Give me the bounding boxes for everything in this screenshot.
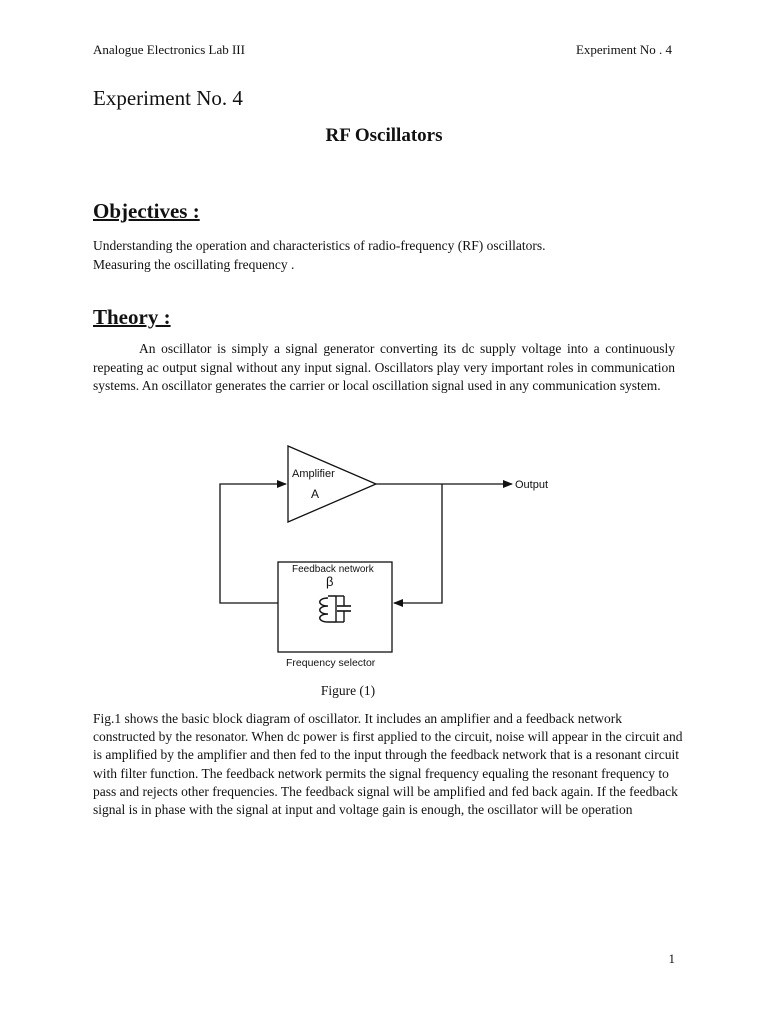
experiment-title: Experiment No. 4 xyxy=(93,86,243,110)
objectives-text xyxy=(93,236,683,274)
feedback-path-left xyxy=(220,484,286,603)
amplifier-gain-symbol: A xyxy=(311,487,320,501)
objectives-heading: Objectives : xyxy=(93,199,200,223)
frequency-selector-label: Frequency selector xyxy=(286,657,376,669)
feedback-network-box xyxy=(278,562,392,652)
feedback-beta-symbol: β xyxy=(326,574,334,589)
running-header-left: Analogue Electronics Lab III xyxy=(93,42,245,57)
feedback-network-label: Feedback network xyxy=(292,564,374,575)
output-label: Output xyxy=(515,479,549,491)
objective-line: Measuring the oscillating frequency . xyxy=(93,257,295,272)
amplifier-triangle xyxy=(288,446,376,522)
feedback-path-right xyxy=(394,484,442,603)
objective-line: Understanding the operation and characteristics of radio-frequency (RF) oscillators. xyxy=(93,238,546,253)
figure-caption: Figure (1) xyxy=(320,683,376,698)
running-header-right: Experiment No . 4 xyxy=(575,42,672,57)
body-paragraph: Fig.1 shows the basic block diagram of oscillator. It includes an amplifier and a feedback network constructed by the resonator. When dc power is first applied to the circuit, noise will appear in the circuit and is amplified by the amplifier and then fed to the input through the feedback network that is a resonant circuit with filter function. The feedback network permits the signal frequency equaling the resonant frequency to pass and rejects other frequencies. The feedback signal will be amplified and fed back again. If the feedback signal is in phase with the signal at input and voltage gain is enough, the oscillator will be operation xyxy=(93,711,683,818)
oscillator-block-diagram xyxy=(210,438,560,678)
theory-paragraph: An oscillator is simply a signal generator converting its dc supply voltage into a continuously repeating ac output signal without any input signal. Oscillators play very important roles in communication systems. An oscillator generates the carrier or local oscillation signal used in any communication system. xyxy=(93,341,675,393)
amplifier-label: Amplifier xyxy=(292,468,335,480)
theory-heading: Theory : xyxy=(93,305,171,329)
page-number: 1 xyxy=(668,951,675,966)
document-title: RF Oscillators xyxy=(325,125,443,146)
